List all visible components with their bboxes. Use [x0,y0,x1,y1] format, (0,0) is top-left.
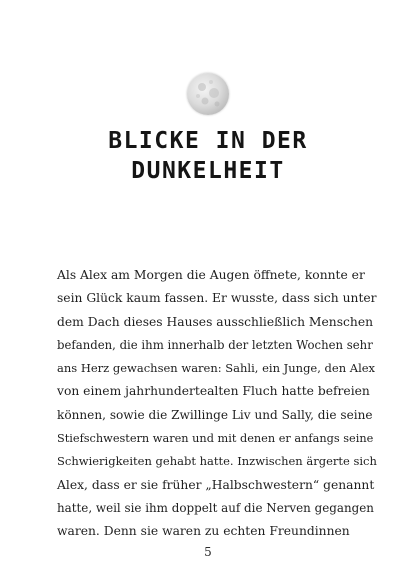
text-line: können, sowie die Zwillinge Liv und Sally, die seine [57,407,373,422]
text-line: hatte, weil sie ihm doppelt auf die Nerven gegangen [57,500,374,515]
chapter-title [0,126,416,186]
chapter-title-line: DUNKELHEIT [131,158,285,184]
text-line: sein Glück kaum fassen. Er wusste, dass sich unter [57,291,377,306]
moon-craters [187,73,229,115]
text-line: Alex, dass er sie früher „Halbschwestern“ genannt [57,477,375,492]
text-line: dem Dach dieses Hauses ausschließlich Menschen [57,314,374,329]
text-line: waren. Denn sie waren zu echten Freundinnen [57,524,350,539]
text-line: befanden, die ihm innerhalb der letzten Wochen sehr [57,337,373,352]
moon-icon [187,73,229,115]
text-line: Stiefschwestern waren und mit denen er anfangs seine [57,432,374,446]
chapter-title-line: BLICKE IN DER [108,128,308,154]
text-line: von einem jahrhundertealten Fluch hatte befreien [57,384,370,399]
text-line: Als Alex am Morgen die Augen öffnete, konnte er [57,268,365,282]
page-number: 5 [204,545,212,559]
body-paragraph [57,264,377,544]
text-line: ans Herz gewachsen waren: Sahli, ein Junge, den Alex [57,361,376,376]
text-line: Schwierigkeiten gehabt hatte. Inzwischen ärgerte sich [57,454,377,469]
